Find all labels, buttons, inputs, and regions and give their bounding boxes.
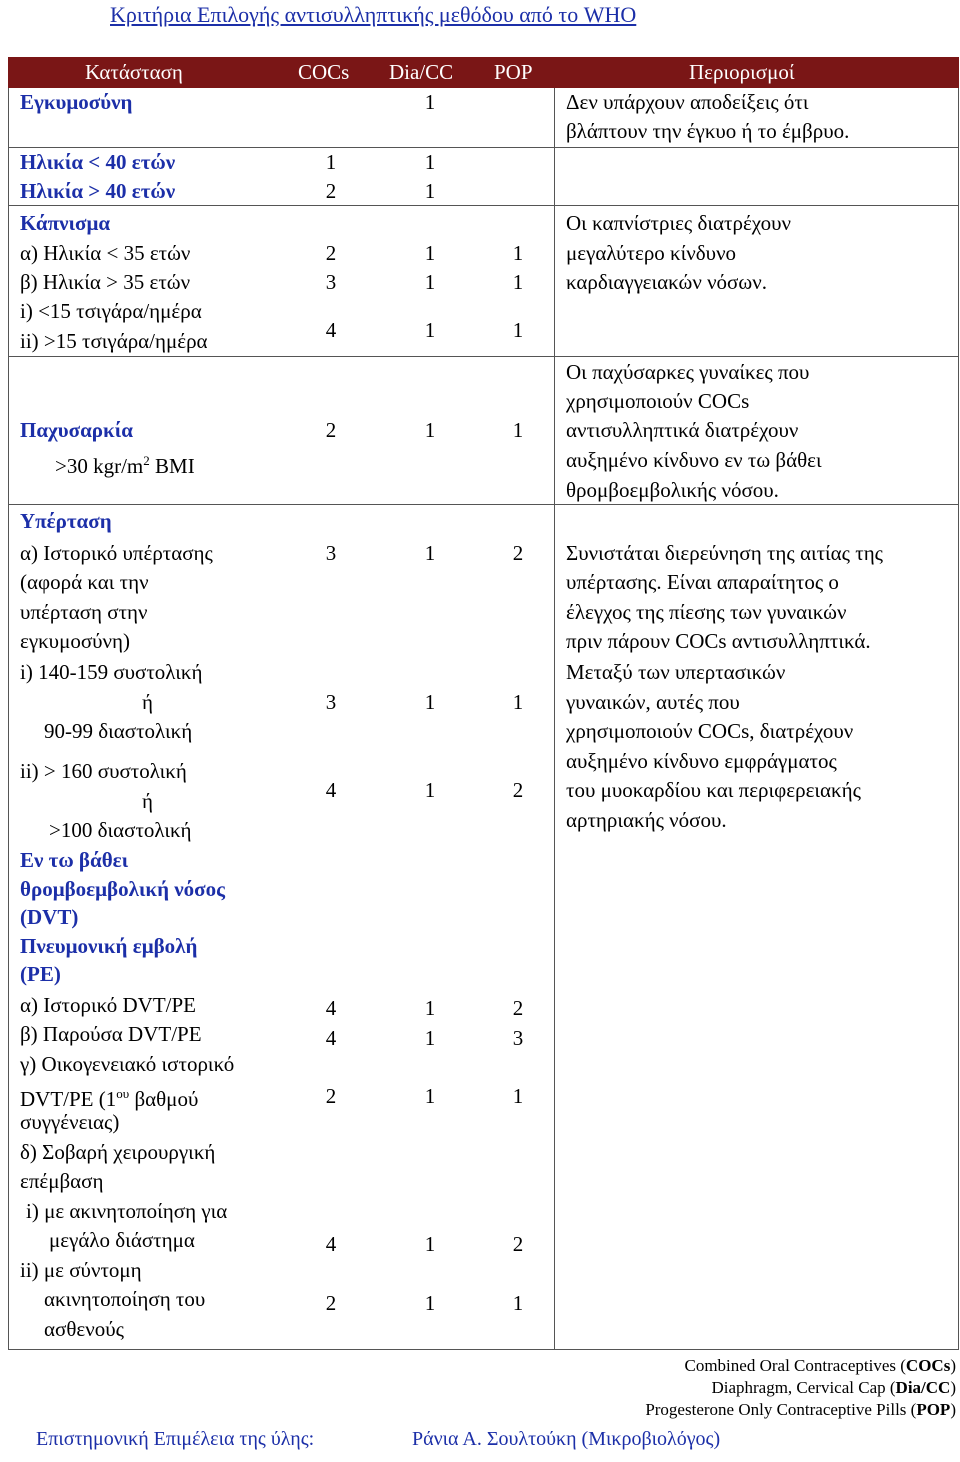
- header-pop: POP: [494, 60, 533, 84]
- dvt-b-diacc: 1: [424, 1026, 436, 1050]
- header-restrictions: Περιορισμοί: [689, 60, 795, 84]
- row-dvt-label: Εν τω βάθει: [20, 848, 129, 872]
- header-condition: Κατάσταση: [85, 60, 183, 84]
- dvt-g-pop: 1: [512, 1084, 524, 1108]
- hypertension-i-pop: 1: [512, 690, 524, 714]
- smoking-note: Οι καπνίστριες διατρέχουν: [566, 211, 792, 235]
- dvt-short-immobilization: ii) με σύντομη: [20, 1258, 142, 1282]
- column-divider: [554, 88, 555, 1350]
- pregnancy-note: βλάπτουν την έγκυο ή το έμβρυο.: [566, 119, 850, 143]
- dvt-prolonged-immobilization: i) με ακινητοποίηση για: [26, 1199, 228, 1223]
- row-obesity-label: Παχυσαρκία: [20, 418, 133, 442]
- dvt-b-cocs: 4: [325, 1026, 337, 1050]
- dvt-short-immobilization: ακινητοποίηση του: [44, 1287, 206, 1311]
- dvt-di-cocs: 4: [325, 1232, 337, 1256]
- dvt-family-history: συγγένειας): [20, 1110, 120, 1134]
- hypertension-note: πριν πάρουν COCs αντισυλληπτικά.: [566, 629, 871, 653]
- hypertension-stage-1: ή: [142, 690, 153, 714]
- obesity-note: αυξημένο κίνδυνο εν τω βάθει: [566, 448, 822, 472]
- obesity-note: χρησιμοποιούν COCs: [566, 389, 750, 413]
- smoking-a-pop: 1: [512, 241, 524, 265]
- smoking-b-diacc: 1: [424, 270, 436, 294]
- hypertension-ii-pop: 2: [512, 778, 524, 802]
- row-dvt-label: θρομβοεμβολική νόσος: [20, 877, 225, 901]
- row-pe-label: (PE): [20, 962, 61, 986]
- dvt-dii-cocs: 2: [325, 1291, 337, 1315]
- age-under-40-diacc: 1: [424, 150, 436, 174]
- hypertension-a-pop: 2: [512, 541, 524, 565]
- hypertension-history: υπέρταση στην: [20, 600, 148, 624]
- border-bottom: [8, 1349, 959, 1350]
- obesity-note: Οι παχύσαρκες γυναίκες που: [566, 360, 810, 384]
- pregnancy-note: Δεν υπάρχουν αποδείξεις ότι: [566, 90, 809, 114]
- obesity-note: θρομβοεμβολικής νόσου.: [566, 478, 779, 502]
- dvt-major-surgery: δ) Σοβαρή χειρουργική: [20, 1140, 216, 1164]
- hypertension-stage-1: 90-99 διαστολική: [44, 719, 193, 743]
- smoking-note: καρδιαγγειακών νόσων.: [566, 270, 767, 294]
- footer-author: Ράνια Α. Σουλτούκη (Μικροβιολόγος): [412, 1428, 721, 1450]
- hypertension-note: του μυοκαρδίου και περιφερειακής: [566, 778, 861, 802]
- row-hypertension-label: Υπέρταση: [20, 509, 112, 533]
- row-pregnancy-label: Εγκυμοσύνη: [20, 90, 133, 114]
- dvt-g-diacc: 1: [424, 1084, 436, 1108]
- dvt-current: β) Παρούσα DVT/PE: [20, 1022, 202, 1046]
- hypertension-note: αρτηριακής νόσου.: [566, 808, 727, 832]
- hypertension-note: αυξημένο κίνδυνο εμφράγματος: [566, 749, 837, 773]
- dvt-history: α) Ιστορικό DVT/PE: [20, 993, 196, 1017]
- dvt-a-pop: 2: [512, 996, 524, 1020]
- hypertension-history: α) Ιστορικό υπέρτασης: [20, 541, 213, 565]
- hypertension-i-cocs: 3: [325, 690, 337, 714]
- smoking-a-diacc: 1: [424, 241, 436, 265]
- hypertension-a-cocs: 3: [325, 541, 337, 565]
- hypertension-note: Συνιστάται διερεύνηση της αιτίας της: [566, 541, 883, 565]
- hypertension-note: χρησιμοποιούν COCs, διατρέχουν: [566, 719, 854, 743]
- dvt-b-pop: 3: [512, 1026, 524, 1050]
- hypertension-ii-diacc: 1: [424, 778, 436, 802]
- smoking-a-cocs: 2: [325, 241, 337, 265]
- hypertension-note: γυναικών, αυτές που: [566, 690, 740, 714]
- hypertension-note: Μεταξύ των υπερτασικών: [566, 660, 786, 684]
- dvt-family-history: DVT/PE ($1^{o\upsilon}$ βαθμού: [20, 1086, 199, 1111]
- age-over-40-cocs: 2: [325, 179, 337, 203]
- obesity-bmi: >30 kgr/$m^2$ BMI: [55, 453, 195, 478]
- hypertension-stage-1: i) 140-159 συστολική: [20, 660, 203, 684]
- smoking-ii-cocs: 4: [325, 318, 337, 342]
- row-age-over-40: Ηλικία > 40 ετών: [20, 179, 176, 203]
- hypertension-i-diacc: 1: [424, 690, 436, 714]
- smoking-age-under-35: α) Ηλικία < 35 ετών: [20, 241, 191, 265]
- obesity-diacc: 1: [424, 418, 436, 442]
- legend-diacc: Diaphragm, Cervical Cap (Dia/CC): [711, 1378, 956, 1397]
- legend-pop: Progesterone Only Contraceptive Pills (POP): [645, 1400, 956, 1419]
- dvt-g-cocs: 2: [325, 1084, 337, 1108]
- hypertension-history: εγκυμοσύνη): [20, 629, 131, 653]
- border-left: [8, 88, 9, 1350]
- age-over-40-diacc: 1: [424, 179, 436, 203]
- hypertension-stage-2: ή: [142, 789, 153, 813]
- smoking-ii-diacc: 1: [424, 318, 436, 342]
- legend-cocs: Combined Oral Contraceptives (COCs): [684, 1356, 956, 1375]
- dvt-di-pop: 2: [512, 1232, 524, 1256]
- hypertension-history: (αφορά και την: [20, 570, 149, 594]
- dvt-short-immobilization: ασθενούς: [44, 1317, 124, 1341]
- obesity-cocs: 2: [325, 418, 337, 442]
- hypertension-stage-2: >100 διαστολική: [49, 818, 192, 842]
- dvt-dii-diacc: 1: [424, 1291, 436, 1315]
- footer-label: Επιστημονική Επιμέλεια της ύλης:: [36, 1428, 315, 1450]
- obesity-pop: 1: [512, 418, 524, 442]
- hypertension-a-diacc: 1: [424, 541, 436, 565]
- smoking-over-15: ii) >15 τσιγάρα/ημέρα: [20, 329, 208, 353]
- header-diacc: Dia/CC: [389, 60, 454, 84]
- smoking-ii-pop: 1: [512, 318, 524, 342]
- page-title: Κριτήρια Επιλογής αντισυλληπτικής μεθόδου από το WHO: [110, 2, 637, 27]
- dvt-family-history: γ) Οικογενειακό ιστορικό: [20, 1052, 235, 1076]
- row-age-under-40: Ηλικία < 40 ετών: [20, 150, 176, 174]
- hypertension-note: υπέρτασης. Είναι απαραίτητος ο: [566, 570, 839, 594]
- pregnancy-diacc: 1: [424, 90, 436, 114]
- obesity-note: αντισυλληπτικά διατρέχουν: [566, 418, 799, 442]
- smoking-b-cocs: 3: [325, 270, 337, 294]
- row-divider: [8, 504, 959, 505]
- dvt-a-cocs: 4: [325, 996, 337, 1020]
- row-pe-label: Πνευμονική εμβολή: [20, 934, 198, 958]
- smoking-b-pop: 1: [512, 270, 524, 294]
- smoking-under-15: i) <15 τσιγάρα/ημέρα: [20, 299, 202, 323]
- hypertension-stage-2: ii) > 160 συστολική: [20, 759, 187, 783]
- dvt-dii-pop: 1: [512, 1291, 524, 1315]
- row-dvt-label: (DVT): [20, 905, 79, 929]
- header-cocs: COCs: [298, 60, 350, 84]
- dvt-a-diacc: 1: [424, 996, 436, 1020]
- smoking-age-over-35: β) Ηλικία > 35 ετών: [20, 270, 191, 294]
- row-smoking-label: Κάπνισμα: [20, 211, 111, 235]
- smoking-note: μεγαλύτερο κίνδυνο: [566, 241, 737, 265]
- border-right: [958, 88, 959, 1350]
- hypertension-note: έλεγχος της πίεσης των γυναικών: [566, 600, 847, 624]
- dvt-prolonged-immobilization: μεγάλο διάστημα: [49, 1228, 195, 1252]
- dvt-di-diacc: 1: [424, 1232, 436, 1256]
- hypertension-ii-cocs: 4: [325, 778, 337, 802]
- dvt-major-surgery: επέμβαση: [20, 1169, 104, 1193]
- age-under-40-cocs: 1: [325, 150, 337, 174]
